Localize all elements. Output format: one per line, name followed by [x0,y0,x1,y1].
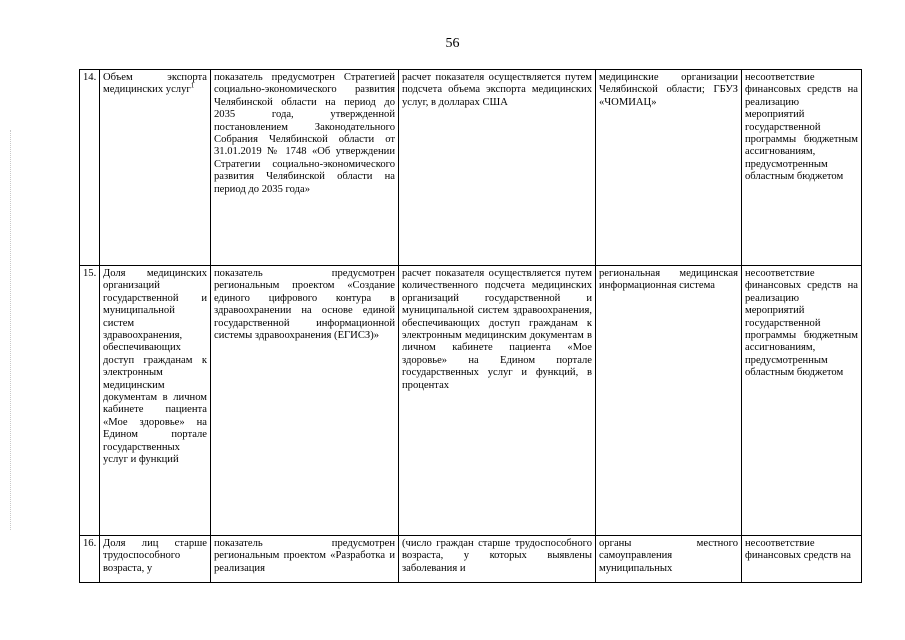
indicator-name-cell [100,266,211,536]
row-number: 15. [80,266,100,536]
page-number: 56 [445,36,460,51]
row-number: 16. [80,536,100,583]
indicator-name-cell [100,70,211,266]
indicator-basis: показатель предусмотрен региональным проектом «Разработка и реализация [214,538,395,574]
risk-description: несоответствие финансовых средств на [745,538,851,562]
indicator-name: Доля лиц старше трудоспособного возраста, у [103,538,207,574]
data-source: медицинские организации Челябинской области; ГБУЗ «ЧОМИАЦ» [599,72,738,108]
calculation-method-cell [399,70,596,266]
indicators-table [79,69,862,583]
scan-margin-mark [10,130,12,530]
data-source: органы местного самоуправления муниципальных [599,538,738,574]
table-row [80,70,862,266]
indicator-basis: показатель предусмотрен региональным проектом «Создание единого цифрового контура в здравоохранении на основе единой государственной информационной системы здравоохранения (ЕГИСЗ)» [214,268,395,342]
data-source-cell [596,70,742,266]
risk-description: несоответствие финансовых средств на реализацию мероприятий государственной программы бюджетным ассигнованиям, предусмотренным областным бюджетом [745,72,858,183]
data-source-cell [596,266,742,536]
table-row [80,266,862,536]
indicator-name-cell [100,536,211,583]
indicator-basis-cell [211,70,399,266]
row-number: 14. [80,70,100,266]
data-source-cell [596,536,742,583]
indicator-basis: показатель предусмотрен Стратегией социально-экономического развития Челябинской области на период до 2035 года, утвержденной постановлением Законодательного Собрания Челябинской области от 31.01.2019 № 1748 «Об утверждении Стратегии социально-экономического развития Челябинской области на период до 2035 года» [214,72,395,195]
risk-cell [742,266,862,536]
indicator-basis-cell [211,536,399,583]
calculation-method-cell [399,266,596,536]
calculation-method-cell [399,536,596,583]
indicator-name: Объем экспорта медицинских услуг [103,72,207,96]
indicator-basis-cell [211,266,399,536]
risk-cell [742,70,862,266]
risk-cell [742,536,862,583]
calculation-method: (число граждан старше трудоспособного возраста, у которых выявлены заболевания и [402,538,592,574]
risk-description: несоответствие финансовых средств на реализацию мероприятий государственной программы бюджетным ассигнованиям, предусмотренным областным бюджетом [745,268,858,379]
table-row [80,536,862,583]
indicator-name: Доля медицинских организаций государственной и муниципальной систем здравоохранения, обеспечивающих доступ гражданам к электронным медицинским документам в личном кабинете пациента «Мое здоровье» на Едином портале государственных услуг и функций [103,268,207,466]
footnote-mark: 1 [190,81,195,90]
data-source: региональная медицинская информационная система [599,268,738,292]
calculation-method: расчет показателя осуществляется путем подсчета объема экспорта медицинских услуг, в долларах США [402,72,592,108]
calculation-method: расчет показателя осуществляется путем количественного подсчета медицинских организаций государственной и муниципальной систем здравоохранения, обеспечивающих доступ гражданам к электронным медицинским документам в личном кабинете пациента «Мое здоровье» на Едином портале государственных услуг и функций, в процентах [402,268,592,391]
